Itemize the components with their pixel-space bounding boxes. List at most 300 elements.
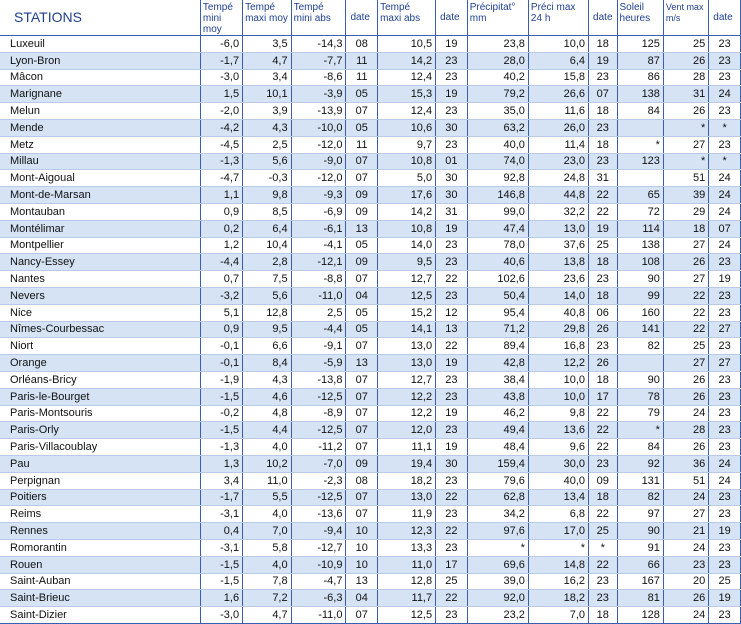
cell-date-min: 09	[346, 187, 378, 204]
cell-temp-min-avg: 0,9	[200, 321, 242, 338]
cell-wind-max: 22	[663, 321, 708, 338]
cell-date-wind: 23	[709, 136, 741, 153]
cell-temp-max-abs: 14,0	[378, 237, 436, 254]
cell-station-name: Rennes	[0, 523, 200, 540]
cell-date-wind: 19	[709, 590, 741, 607]
cell-precip-max-24h: 24,8	[528, 170, 588, 187]
cell-date-min: 05	[346, 304, 378, 321]
cell-date-max: 23	[436, 254, 468, 271]
cell-wind-max: 25	[663, 338, 708, 355]
cell-date-wind: 23	[709, 388, 741, 405]
cell-date-wind: 23	[709, 52, 741, 69]
cell-date-precip: 25	[589, 523, 617, 540]
cell-date-precip: 26	[589, 355, 617, 372]
cell-station-name: Niort	[0, 338, 200, 355]
cell-precipitation: 92,8	[467, 170, 528, 187]
cell-precipitation: *	[467, 539, 528, 556]
cell-precip-max-24h: 13,4	[528, 489, 588, 506]
cell-wind-max: 26	[663, 103, 708, 120]
cell-wind-max: 51	[663, 472, 708, 489]
header-temp-max-abs	[378, 0, 436, 36]
cell-date-min: 05	[346, 237, 378, 254]
cell-temp-min-avg: 1,3	[200, 455, 242, 472]
cell-wind-max: 26	[663, 439, 708, 456]
header-date-4: date	[709, 0, 741, 36]
cell-precipitation: 92,0	[467, 590, 528, 607]
cell-date-precip: *	[589, 539, 617, 556]
cell-temp-max-abs: 13,0	[378, 338, 436, 355]
cell-precipitation: 28,0	[467, 52, 528, 69]
table-body	[0, 36, 741, 624]
cell-date-wind: 23	[709, 539, 741, 556]
cell-station-name: Montpellier	[0, 237, 200, 254]
cell-temp-max-avg: 12,8	[243, 304, 292, 321]
cell-temp-min-avg: 1,5	[200, 86, 242, 103]
cell-wind-max: 39	[663, 187, 708, 204]
cell-date-min: 07	[346, 153, 378, 170]
cell-temp-max-abs: 5,0	[378, 170, 436, 187]
cell-date-max: 23	[436, 136, 468, 153]
cell-temp-min-avg: 1,2	[200, 237, 242, 254]
cell-temp-min-avg: -3,0	[200, 607, 242, 624]
cell-date-precip: 18	[589, 136, 617, 153]
cell-wind-max: 22	[663, 304, 708, 321]
cell-precipitation: 159,4	[467, 455, 528, 472]
table-row	[0, 523, 741, 540]
cell-station-name: Reims	[0, 506, 200, 523]
cell-station-name: Nancy-Essey	[0, 254, 200, 271]
cell-sunshine-hours: 90	[617, 523, 663, 540]
table-row	[0, 590, 741, 607]
cell-temp-min-abs: -7,7	[291, 52, 346, 69]
cell-temp-max-abs: 12,7	[378, 271, 436, 288]
cell-date-wind: 24	[709, 455, 741, 472]
cell-precip-max-24h: 44,8	[528, 187, 588, 204]
cell-date-min: 10	[346, 556, 378, 573]
cell-precipitation: 42,8	[467, 355, 528, 372]
cell-temp-min-abs: -2,3	[291, 472, 346, 489]
table-row	[0, 321, 741, 338]
header-line: m/s	[665, 13, 681, 23]
cell-temp-max-abs: 12,4	[378, 69, 436, 86]
cell-date-max: 19	[436, 36, 468, 53]
cell-date-wind: 23	[709, 422, 741, 439]
cell-wind-max: 27	[663, 237, 708, 254]
cell-precipitation: 50,4	[467, 287, 528, 304]
cell-temp-min-abs: -4,7	[291, 573, 346, 590]
cell-date-precip: 22	[589, 422, 617, 439]
cell-date-min: 11	[346, 52, 378, 69]
cell-wind-max: 25	[663, 36, 708, 53]
cell-sunshine-hours: 79	[617, 405, 663, 422]
cell-precip-max-24h: 16,8	[528, 338, 588, 355]
cell-date-min: 11	[346, 69, 378, 86]
cell-sunshine-hours: 91	[617, 539, 663, 556]
cell-date-precip: 19	[589, 52, 617, 69]
cell-wind-max: 21	[663, 523, 708, 540]
cell-wind-max: 31	[663, 86, 708, 103]
cell-wind-max: 22	[663, 287, 708, 304]
cell-wind-max: 24	[663, 489, 708, 506]
cell-date-wind: 23	[709, 607, 741, 624]
cell-precip-max-24h: 23,6	[528, 271, 588, 288]
table-row	[0, 153, 741, 170]
cell-temp-max-avg: 4,6	[243, 388, 292, 405]
cell-precipitation: 79,6	[467, 472, 528, 489]
cell-date-precip: 18	[589, 254, 617, 271]
cell-precip-max-24h: 26,0	[528, 119, 588, 136]
cell-temp-max-avg: 7,5	[243, 271, 292, 288]
cell-temp-max-abs: 18,2	[378, 472, 436, 489]
cell-date-wind: 19	[709, 523, 741, 540]
table-row	[0, 506, 741, 523]
cell-temp-min-avg: -1,3	[200, 439, 242, 456]
cell-temp-min-abs: -6,1	[291, 220, 346, 237]
cell-station-name: Melun	[0, 103, 200, 120]
cell-date-precip: 22	[589, 187, 617, 204]
cell-station-name: Lyon-Bron	[0, 52, 200, 69]
cell-temp-max-avg: 4,3	[243, 119, 292, 136]
cell-sunshine-hours: 131	[617, 472, 663, 489]
cell-date-precip: 23	[589, 455, 617, 472]
cell-sunshine-hours: 81	[617, 590, 663, 607]
cell-temp-min-abs: -8,8	[291, 271, 346, 288]
cell-temp-max-abs: 11,7	[378, 590, 436, 607]
cell-date-max: 19	[436, 355, 468, 372]
cell-precip-max-24h: 16,2	[528, 573, 588, 590]
cell-date-wind: 23	[709, 506, 741, 523]
cell-precip-max-24h: 40,8	[528, 304, 588, 321]
header-line: Vent max	[665, 2, 704, 12]
cell-date-min: 07	[346, 271, 378, 288]
table-row	[0, 489, 741, 506]
cell-precipitation: 71,2	[467, 321, 528, 338]
cell-date-max: 22	[436, 590, 468, 607]
header-line: Tempé	[293, 2, 324, 13]
cell-wind-max: 36	[663, 455, 708, 472]
cell-temp-max-abs: 9,5	[378, 254, 436, 271]
cell-station-name: Paris-le-Bourget	[0, 388, 200, 405]
cell-temp-max-abs: 10,6	[378, 119, 436, 136]
cell-sunshine-hours: *	[617, 422, 663, 439]
cell-temp-max-abs: 13,0	[378, 489, 436, 506]
cell-wind-max: 26	[663, 52, 708, 69]
cell-temp-min-avg: -4,4	[200, 254, 242, 271]
cell-temp-min-abs: -11,2	[291, 439, 346, 456]
cell-date-min: 09	[346, 455, 378, 472]
cell-date-wind: 23	[709, 103, 741, 120]
cell-temp-min-avg: -1,7	[200, 489, 242, 506]
cell-temp-max-avg: 5,6	[243, 153, 292, 170]
cell-temp-max-avg: 2,8	[243, 254, 292, 271]
cell-date-max: 17	[436, 556, 468, 573]
cell-date-precip: 22	[589, 405, 617, 422]
cell-precipitation: 102,6	[467, 271, 528, 288]
cell-date-max: 23	[436, 506, 468, 523]
header-temp-max-avg	[243, 0, 292, 36]
cell-date-wind: 23	[709, 489, 741, 506]
cell-station-name: Nantes	[0, 271, 200, 288]
cell-date-max: 22	[436, 271, 468, 288]
cell-station-name: Saint-Brieuc	[0, 590, 200, 607]
cell-temp-min-abs: -6,3	[291, 590, 346, 607]
cell-date-max: 22	[436, 489, 468, 506]
table-row	[0, 388, 741, 405]
cell-temp-max-avg: 4,0	[243, 556, 292, 573]
cell-date-max: 23	[436, 422, 468, 439]
table-row	[0, 69, 741, 86]
cell-precip-max-24h: 7,0	[528, 607, 588, 624]
cell-precip-max-24h: 40,0	[528, 472, 588, 489]
cell-sunshine-hours: 86	[617, 69, 663, 86]
cell-station-name: Mont-de-Marsan	[0, 187, 200, 204]
cell-temp-min-avg: 1,1	[200, 187, 242, 204]
cell-temp-min-abs: -12,0	[291, 170, 346, 187]
cell-date-min: 05	[346, 321, 378, 338]
cell-precipitation: 23,8	[467, 36, 528, 53]
cell-precipitation: 47,4	[467, 220, 528, 237]
cell-date-max: 30	[436, 119, 468, 136]
cell-date-precip: 18	[589, 607, 617, 624]
cell-temp-max-avg: 5,8	[243, 539, 292, 556]
cell-date-min: 09	[346, 254, 378, 271]
cell-temp-max-avg: 4,7	[243, 607, 292, 624]
cell-date-min: 07	[346, 170, 378, 187]
cell-wind-max: 27	[663, 136, 708, 153]
cell-sunshine-hours: 108	[617, 254, 663, 271]
table-row	[0, 271, 741, 288]
cell-temp-min-abs: -12,5	[291, 489, 346, 506]
cell-temp-max-abs: 12,5	[378, 287, 436, 304]
cell-temp-max-avg: 11,0	[243, 472, 292, 489]
cell-temp-max-avg: 3,5	[243, 36, 292, 53]
cell-temp-min-avg: -6,0	[200, 36, 242, 53]
table-row	[0, 86, 741, 103]
cell-temp-max-abs: 9,7	[378, 136, 436, 153]
cell-wind-max: 24	[663, 539, 708, 556]
cell-wind-max: 27	[663, 271, 708, 288]
header-stations: STATIONS	[0, 0, 200, 36]
cell-date-min: 07	[346, 371, 378, 388]
cell-date-min: 13	[346, 573, 378, 590]
cell-precipitation: 63,2	[467, 119, 528, 136]
cell-date-wind: 24	[709, 472, 741, 489]
cell-temp-min-avg: -4,7	[200, 170, 242, 187]
cell-precip-max-24h: 6,4	[528, 52, 588, 69]
cell-precip-max-24h: 17,0	[528, 523, 588, 540]
cell-sunshine-hours: *	[617, 136, 663, 153]
cell-date-wind: 27	[709, 355, 741, 372]
cell-temp-min-abs: -12,0	[291, 136, 346, 153]
cell-station-name: Nîmes-Courbessac	[0, 321, 200, 338]
cell-date-max: 19	[436, 220, 468, 237]
header-wind-max	[663, 0, 708, 36]
cell-date-wind: 23	[709, 371, 741, 388]
cell-precip-max-24h: 18,2	[528, 590, 588, 607]
cell-station-name: Pau	[0, 455, 200, 472]
cell-temp-max-abs: 11,9	[378, 506, 436, 523]
cell-date-max: 19	[436, 439, 468, 456]
cell-sunshine-hours: 138	[617, 237, 663, 254]
cell-precipitation: 146,8	[467, 187, 528, 204]
cell-temp-max-abs: 13,3	[378, 539, 436, 556]
cell-temp-min-avg: -0,1	[200, 338, 242, 355]
cell-temp-max-avg: 3,4	[243, 69, 292, 86]
cell-date-max: 30	[436, 170, 468, 187]
cell-sunshine-hours: 167	[617, 573, 663, 590]
cell-precipitation: 34,2	[467, 506, 528, 523]
cell-wind-max: 18	[663, 220, 708, 237]
cell-station-name: Paris-Orly	[0, 422, 200, 439]
cell-temp-min-abs: -12,5	[291, 422, 346, 439]
cell-date-min: 07	[346, 388, 378, 405]
table-row	[0, 237, 741, 254]
cell-station-name: Millau	[0, 153, 200, 170]
cell-sunshine-hours: 84	[617, 103, 663, 120]
cell-temp-max-avg: 9,8	[243, 187, 292, 204]
cell-date-max: 23	[436, 52, 468, 69]
cell-date-precip: 18	[589, 489, 617, 506]
cell-date-precip: 25	[589, 237, 617, 254]
cell-date-min: 04	[346, 287, 378, 304]
cell-date-min: 05	[346, 119, 378, 136]
cell-wind-max: 29	[663, 203, 708, 220]
cell-precip-max-24h: 32,2	[528, 203, 588, 220]
cell-precipitation: 89,4	[467, 338, 528, 355]
cell-date-max: 23	[436, 607, 468, 624]
cell-date-max: 23	[436, 69, 468, 86]
cell-temp-min-avg: 0,4	[200, 523, 242, 540]
table-row	[0, 355, 741, 372]
table-row	[0, 52, 741, 69]
cell-sunshine-hours: 90	[617, 271, 663, 288]
table-row	[0, 338, 741, 355]
cell-temp-min-abs: -8,6	[291, 69, 346, 86]
cell-temp-min-avg: -0,1	[200, 355, 242, 372]
cell-date-wind: 23	[709, 304, 741, 321]
cell-temp-min-abs: -11,0	[291, 287, 346, 304]
cell-date-max: 30	[436, 187, 468, 204]
cell-date-min: 04	[346, 590, 378, 607]
cell-temp-max-avg: 10,4	[243, 237, 292, 254]
cell-date-precip: 23	[589, 69, 617, 86]
cell-date-min: 07	[346, 506, 378, 523]
header-line: Précipitat°	[469, 2, 516, 13]
cell-temp-max-avg: 6,6	[243, 338, 292, 355]
header-line: Soleil	[619, 2, 644, 13]
cell-wind-max: 24	[663, 405, 708, 422]
cell-temp-max-abs: 15,3	[378, 86, 436, 103]
cell-temp-max-abs: 12,2	[378, 405, 436, 422]
cell-station-name: Nevers	[0, 287, 200, 304]
cell-precip-max-24h: 14,8	[528, 556, 588, 573]
cell-temp-max-avg: 4,0	[243, 506, 292, 523]
cell-temp-max-abs: 14,2	[378, 52, 436, 69]
cell-sunshine-hours: 114	[617, 220, 663, 237]
cell-temp-min-avg: -3,2	[200, 287, 242, 304]
cell-date-min: 05	[346, 86, 378, 103]
cell-station-name: Luxeuil	[0, 36, 200, 53]
cell-temp-min-avg: -2,0	[200, 103, 242, 120]
cell-date-wind: 23	[709, 69, 741, 86]
cell-date-min: 10	[346, 539, 378, 556]
header-line: maxi abs	[380, 13, 421, 24]
cell-temp-max-avg: -0,3	[243, 170, 292, 187]
cell-temp-max-avg: 5,5	[243, 489, 292, 506]
cell-precip-max-24h: 10,0	[528, 36, 588, 53]
cell-date-precip: 26	[589, 321, 617, 338]
cell-sunshine-hours: 141	[617, 321, 663, 338]
table-row	[0, 607, 741, 624]
cell-temp-min-abs: -12,1	[291, 254, 346, 271]
cell-temp-min-avg: -4,2	[200, 119, 242, 136]
cell-temp-min-abs: -4,1	[291, 237, 346, 254]
cell-temp-min-abs: -3,9	[291, 86, 346, 103]
cell-sunshine-hours: 87	[617, 52, 663, 69]
cell-date-max: 23	[436, 103, 468, 120]
cell-temp-min-abs: -13,8	[291, 371, 346, 388]
cell-temp-max-avg: 7,0	[243, 523, 292, 540]
cell-date-max: 30	[436, 455, 468, 472]
cell-sunshine-hours: 82	[617, 338, 663, 355]
cell-temp-max-abs: 19,4	[378, 455, 436, 472]
cell-date-max: 23	[436, 388, 468, 405]
table-row	[0, 455, 741, 472]
cell-date-min: 07	[346, 338, 378, 355]
cell-wind-max: 51	[663, 170, 708, 187]
cell-temp-min-abs: -7,0	[291, 455, 346, 472]
cell-temp-max-abs: 10,8	[378, 220, 436, 237]
cell-station-name: Mont-Aigoual	[0, 170, 200, 187]
cell-temp-min-avg: -3,1	[200, 539, 242, 556]
table-row	[0, 36, 741, 53]
cell-station-name: Metz	[0, 136, 200, 153]
cell-date-max: 19	[436, 405, 468, 422]
cell-precip-max-24h: 13,0	[528, 220, 588, 237]
cell-temp-min-abs: -12,5	[291, 388, 346, 405]
table-row	[0, 187, 741, 204]
cell-precip-max-24h: 10,0	[528, 371, 588, 388]
table-row	[0, 287, 741, 304]
cell-temp-max-abs: 12,7	[378, 371, 436, 388]
cell-precipitation: 48,4	[467, 439, 528, 456]
cell-station-name: Poitiers	[0, 489, 200, 506]
header-line: 24 h	[530, 13, 551, 24]
cell-precip-max-24h: 11,4	[528, 136, 588, 153]
cell-temp-max-avg: 2,5	[243, 136, 292, 153]
cell-date-precip: 18	[589, 36, 617, 53]
cell-date-min: 11	[346, 136, 378, 153]
cell-station-name: Perpignan	[0, 472, 200, 489]
cell-date-max: 13	[436, 321, 468, 338]
table-row	[0, 371, 741, 388]
cell-date-min: 07	[346, 422, 378, 439]
cell-temp-max-avg: 4,4	[243, 422, 292, 439]
cell-precipitation: 78,0	[467, 237, 528, 254]
cell-temp-min-avg: -1,5	[200, 422, 242, 439]
cell-station-name: Saint-Auban	[0, 573, 200, 590]
cell-date-precip: 31	[589, 170, 617, 187]
table-row	[0, 556, 741, 573]
cell-wind-max: 20	[663, 573, 708, 590]
cell-date-wind: 27	[709, 321, 741, 338]
cell-precip-max-24h: 26,6	[528, 86, 588, 103]
cell-temp-min-avg: 1,6	[200, 590, 242, 607]
cell-temp-min-avg: -4,5	[200, 136, 242, 153]
cell-temp-min-abs: -8,9	[291, 405, 346, 422]
cell-date-precip: 09	[589, 472, 617, 489]
cell-date-min: 08	[346, 472, 378, 489]
